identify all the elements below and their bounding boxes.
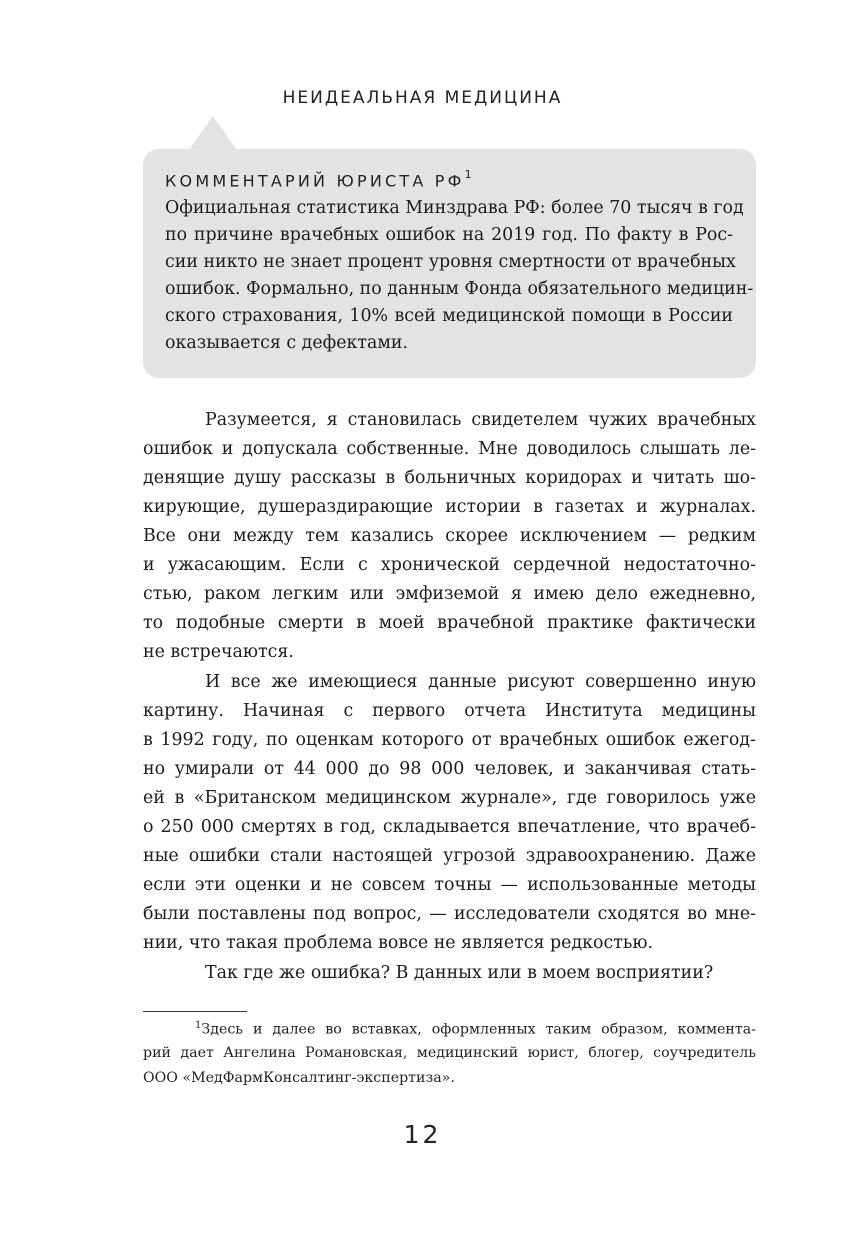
- paragraph-line: Так где же ошибка? В данных или в моем восприятии?: [205, 963, 714, 983]
- paragraph-line: если эти оценки и не совсем точны — использованные методы: [143, 875, 756, 895]
- paragraph-line: были поставлены под вопрос, — исследователи сходятся во мне-: [143, 904, 756, 924]
- paragraph-line: картину. Начиная с первого отчета Института медицины: [143, 701, 756, 721]
- callout-line: по причине врачебных ошибок на 2019 год. По факту в Рос-: [165, 225, 733, 245]
- callout-line: ского страхования, 10% всей медицинской помощи в России: [165, 306, 733, 326]
- callout-line: ошибок. Формально, по данным Фонда обязательного медицин-: [165, 279, 754, 299]
- paragraph-line: и ужасающим. Если с хронической сердечной недостаточно-: [143, 555, 756, 575]
- footnote-number: 1: [195, 1020, 202, 1031]
- paragraph-line: Все они между тем казались скорее исключением — редким: [143, 526, 756, 546]
- paragraph-line: не встречаются.: [143, 642, 294, 662]
- paragraph-line: нии, что такая проблема вовсе не является редкостью.: [143, 933, 654, 953]
- paragraph-line: денящие душу рассказы в больничных коридорах и читать шо-: [143, 468, 756, 488]
- paragraph-line: ные ошибки стали настоящей угрозой здравоохранению. Даже: [143, 846, 756, 866]
- callout-line: сии никто не знает процент уровня смертности от врачебных: [165, 252, 736, 272]
- running-head: НЕИДЕАЛЬНАЯ МЕДИЦИНА: [282, 88, 563, 108]
- paragraph-line: ошибок и допускала собственные. Мне доводилось слышать ле-: [143, 439, 756, 459]
- paragraph-line: но умирали от 44 000 до 98 000 человек, и заканчивая стать-: [143, 759, 756, 779]
- paragraph-line: то подобные смерти в моей врачебной практике фактически: [143, 613, 756, 633]
- paragraph-line: Разумеется, я становилась свидетелем чужих врачебных: [205, 410, 756, 430]
- paragraph-line: о 250 000 смертях в год, складывается впечатление, что врачеб-: [143, 817, 756, 837]
- callout-pointer: [189, 116, 237, 150]
- footnote-ref-marker: 1: [464, 168, 472, 181]
- footnote-line: рий дает Ангелина Романовская, медицинский юрист, блогер, соучредитель: [143, 1045, 756, 1061]
- footnote-line: ООО «МедФармКонсалтинг-экспертиза».: [143, 1070, 455, 1086]
- paragraph-line: И все же имеющиеся данные рисуют совершенно иную: [205, 672, 756, 692]
- paragraph-line: в 1992 году, по оценкам которого от врачебных ошибок ежегод-: [143, 730, 756, 750]
- footnote-text: Здесь и далее во вставках, оформленных таким образом, коммента-: [201, 1021, 756, 1038]
- callout-line: Официальная статистика Минздрава РФ: более 70 тысяч в год: [165, 198, 744, 218]
- paragraph-line: стью, раком легким или эмфиземой я имею дело ежедневно,: [143, 584, 756, 604]
- callout-heading-text: КОММЕНТАРИЙ ЮРИСТА РФ: [165, 171, 465, 191]
- paragraph-line: кирующие, душераздирающие истории в газетах и журналах.: [143, 497, 756, 517]
- page-number: 12: [403, 1120, 442, 1149]
- callout-heading: [165, 170, 472, 190]
- footnote-line: [195, 1020, 756, 1038]
- footnote-separator: [143, 1011, 247, 1012]
- paragraph-line: ей в «Британском медицинском журнале», где говорилось уже: [143, 788, 756, 808]
- callout-line: оказывается с дефектами.: [165, 333, 409, 353]
